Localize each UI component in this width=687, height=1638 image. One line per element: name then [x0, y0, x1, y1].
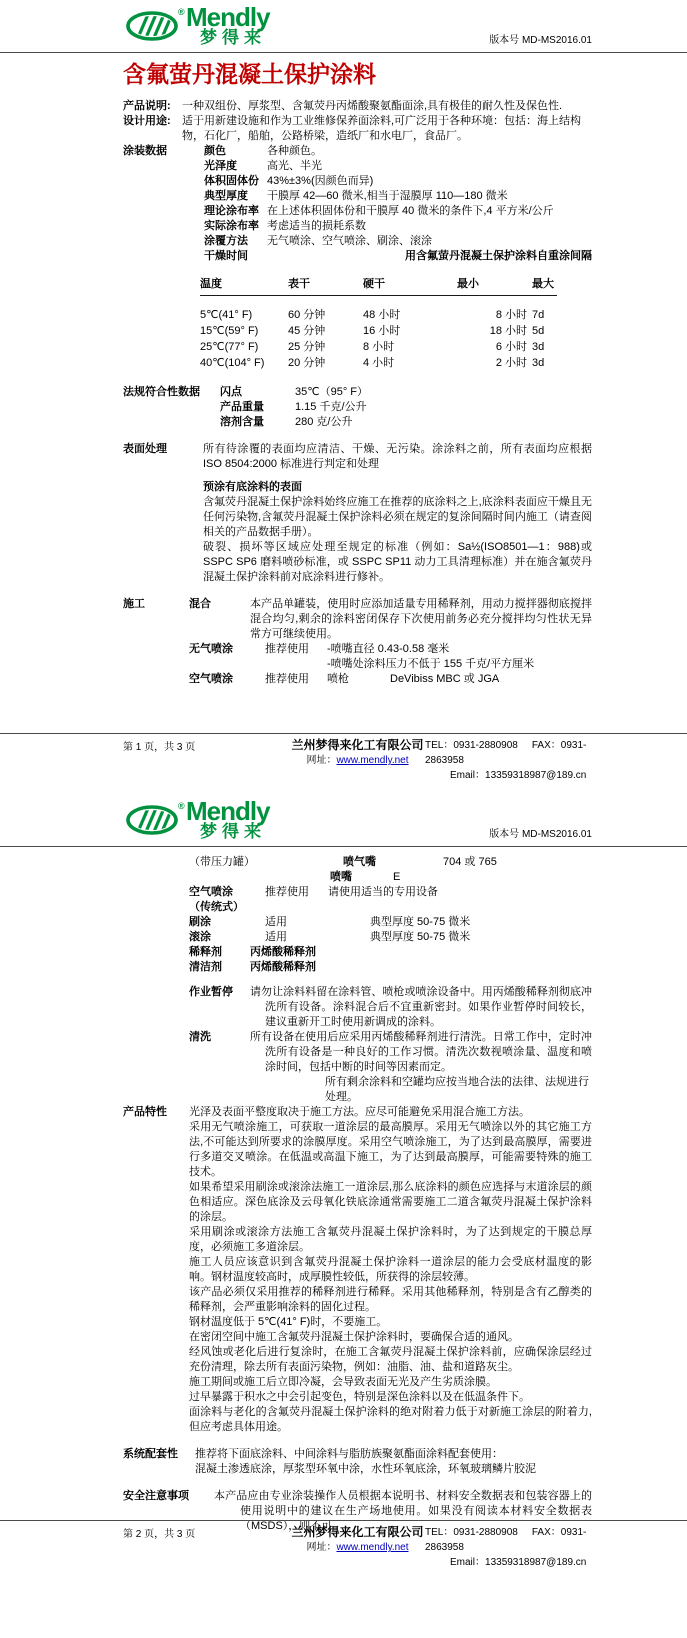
system-line: 混凝土渗透底涂，厚浆型环氧中涂，水性环氧底涂，环氧玻璃鳞片胶泥: [195, 1463, 536, 1475]
website-label: 网址：: [306, 1542, 337, 1553]
feature-paragraph: 面涂料与老化的含氟荧丹混凝土保护涂料的绝对附着力低于对新施工涂层的附着力,但应考虑具体用途。: [189, 1406, 592, 1433]
nozzle-value: E: [393, 871, 401, 883]
regulatory-key: 溶剂含量: [220, 416, 264, 428]
col-header-max: 最大: [532, 278, 554, 290]
mixing-label: 混合: [189, 598, 211, 610]
website-link[interactable]: www.mendly.net: [336, 1542, 409, 1553]
tel-fax-row: [425, 1525, 592, 1555]
product-features-section: [123, 1105, 592, 1435]
nozzle-pressure: -喷嘴处涂料压力不低于 155 千克/平方厘米: [327, 658, 535, 670]
coating-row: [204, 159, 592, 174]
work-pause-text: 请勿让涂料料留在涂料管、喷枪或喷涂设备中。用丙烯酸稀释剂彻底冲洗所有设备。涂料混合后不宜重新密封。如果作业暂停时间较长，建议重新开工时使用新调成的涂料。: [250, 986, 592, 1028]
work-pause-row: [123, 985, 592, 1030]
coating-value: 43%±3%(因颜色而异): [267, 175, 374, 187]
tel-number: TEL：0931-2880908: [425, 1527, 518, 1538]
coating-key: 典型厚度: [204, 190, 248, 202]
cell-temp: 15℃(59° F): [200, 325, 259, 337]
system-compatibility-label: 系统配套性: [123, 1448, 178, 1460]
cleaning-label: 清洗: [189, 1031, 211, 1043]
construction-section: [123, 597, 592, 687]
thinner-row: [123, 945, 592, 960]
pressure-pot-row: [123, 855, 592, 870]
email-address: Email：13359318987@189.cn: [450, 770, 587, 781]
coating-row: [204, 219, 592, 234]
cell-max: 5d: [532, 325, 545, 337]
cell-min: 2 小时: [495, 357, 527, 369]
product-description-text: 一种双组份、厚浆型、含氟荧丹丙烯酸聚氨酯面涂,具有极佳的耐久性及保色性.: [182, 100, 563, 112]
regulatory-value: 35℃（95° F）: [295, 386, 368, 398]
product-features-body: [189, 1105, 592, 1435]
coating-key: 涂覆方法: [204, 235, 248, 247]
page-header: [0, 772, 687, 846]
col-header-temperature: 温度: [200, 278, 222, 290]
regulatory-key: 闪点: [220, 386, 242, 398]
safety-text: 本产品应由专业涂装操作人员根据本说明书、材料安全数据表和包装容器上的使用说明中的建议在生产场地使用。如果没有阅读本材料安全数据表（MSDS），则不可: [214, 1490, 592, 1532]
drying-time-label: 干燥时间: [204, 250, 248, 262]
website-row: [290, 1540, 425, 1555]
coating-key: 体积固体份: [204, 175, 259, 187]
air-nozzle-value: 704 或 765: [443, 856, 497, 868]
feature-paragraph: 该产品必须仅采用推荐的稀释剂进行稀释。采用其他稀释剂，特别是含有乙醇类的稀释剂，会严重影响涂料的固化过程。: [189, 1286, 592, 1313]
recommended-use-label: 推荐使用: [265, 673, 309, 685]
footer-body: [0, 1521, 687, 1570]
page2-content: [123, 855, 592, 1534]
col-header-surface-dry: 表干: [288, 278, 310, 290]
page-title: 含氟萤丹混凝土保护涂料: [123, 61, 376, 87]
cleaning-body: [250, 1030, 592, 1105]
col-header-min: 最小: [457, 278, 479, 290]
thinner-label: 稀释剂: [189, 946, 222, 958]
air-spray-conventional-row: [123, 885, 592, 900]
regulatory-row: [220, 415, 592, 430]
coating-value: 无气喷涂、空气喷涂、刷涂、滚涂: [267, 235, 432, 247]
traditional-type-row: [123, 900, 592, 915]
cleaning-row: [123, 1030, 592, 1105]
cell-temp: 40℃(104° F): [200, 357, 265, 369]
design-use-label: 设计用途:: [123, 115, 171, 127]
cleaner-label: 清洁剂: [189, 961, 222, 973]
cleaner-row: [123, 960, 592, 975]
page-number: 第 2 页，共 3 页: [123, 1529, 196, 1540]
roller-row: [123, 930, 592, 945]
feature-paragraph: 采用无气喷涂施工，可获取一道涂层的最高膜厚。采用无气喷涂以外的其它施工方法,不可能达到所要求的涂膜厚度。采用空气喷涂施工，为了达到最高膜厚，需要进行多道交叉喷涂。在低温或高温下施工，为了达到最高膜厚，可能需要特殊的施工技术。: [189, 1121, 592, 1178]
airless-spray-details: [327, 642, 592, 672]
system-line: 推荐将下面底涂料、中间涂料与脂肪族聚氨酯面涂料配套使用：: [195, 1448, 503, 1460]
coating-key: 实际涂布率: [204, 220, 259, 232]
cell-surface-dry: 60 分钟: [288, 309, 326, 321]
coating-row: [204, 234, 592, 249]
table-row: [200, 307, 557, 323]
brush-row: [123, 915, 592, 930]
mendly-logo-icon: [125, 805, 179, 838]
fax-number: FAX：0931-2863958: [425, 740, 587, 766]
brand-name: Mendly: [186, 2, 270, 32]
tel-fax-row: [425, 738, 592, 768]
feature-paragraph: 如果希望采用刷涂或滚涂法施工一道涂层,那么底涂料的颜色应选择与末道涂层的颜色相适应。深色底涂及云母氧化铁底涂通常需要施工二道含氟荧丹混凝土保护涂料的涂层。: [189, 1181, 592, 1223]
work-pause-label: 作业暂停: [189, 986, 233, 998]
recommended-use-label: 推荐使用: [265, 643, 309, 655]
spray-gun-label: 喷枪: [327, 673, 349, 685]
drying-time-table: [200, 276, 557, 371]
cell-hard-dry: 8 小时: [363, 341, 395, 353]
brand-name-chinese: 梦得来: [200, 28, 266, 47]
airless-spray-label: 无气喷涂: [189, 643, 233, 655]
surface-paragraph: 含氟荧丹混凝土保护涂料始终应施工在推荐的底涂料之上,底涂料表面应干燥且无任何污染物,含氟荧丹混凝土保护涂料必须在规定的复涂间隔时间内施工（请查阅相关的产品数据手册）。: [203, 496, 592, 538]
tel-number: TEL：0931-2880908: [425, 740, 518, 751]
col-header-hard-dry: 硬干: [363, 278, 385, 290]
nozzle-diameter: -喷嘴直径 0.43-0.58 毫米: [327, 643, 450, 655]
document-page-1: [0, 0, 687, 781]
regulatory-value: 1.15 千克/公升: [295, 401, 367, 413]
registered-trademark-icon: ®: [178, 7, 185, 17]
cell-max: 7d: [532, 309, 545, 321]
brand-name-chinese: 梦得来: [200, 822, 266, 841]
regulatory-value: 280 克/公升: [295, 416, 353, 428]
cell-surface-dry: 20 分钟: [288, 357, 326, 369]
feature-paragraph: 过早暴露于积水之中会引起变色，特别是深色涂料以及在低温条件下。: [189, 1391, 530, 1403]
drying-time-row: [204, 249, 592, 264]
surface-treatment-body: [203, 442, 592, 585]
cell-temp: 25℃(77° F): [200, 341, 259, 353]
footer-company-block: [290, 1525, 425, 1570]
cleaner-value: 丙烯酸稀释剂: [250, 961, 316, 973]
traditional-type-label: （传统式）: [189, 901, 244, 913]
version-label: 版本号 MD-MS2016.01: [489, 829, 592, 840]
surface-paragraph: 所有待涂覆的表面均应清洁、干燥、无污染。涂涂料之前，所有表面均应根据 ISO 8504:2000 标准进行判定和处理: [203, 443, 592, 470]
cleaning-text: 所有设备在使用后应采用丙烯酸稀释剂进行清洗。日常工作中，定时冲洗所有设备是一种良好的工作习惯。清洗次数视喷涂量、温度和喷涂时间，包括中断的时间等因素而定。: [250, 1031, 592, 1073]
coating-data-section: [123, 144, 592, 264]
header-divider: [0, 846, 687, 847]
version-label: 版本号 MD-MS2016.01: [489, 35, 592, 46]
cell-hard-dry: 48 小时: [363, 309, 401, 321]
coating-row: [204, 204, 592, 219]
cell-min: 8 小时: [495, 309, 527, 321]
air-spray-value: 请使用适当的专用设备: [328, 886, 438, 898]
page-header: [0, 0, 687, 52]
feature-paragraph: 经风蚀或老化后进行复涂时，在施工含氟荧丹混凝土保护涂料前，应确保涂层经过充份清理，除去所有表面污染物，例如：油脂、油、盐和道路灰尘。: [189, 1346, 592, 1373]
coating-data-rows: [204, 144, 592, 264]
website-link[interactable]: www.mendly.net: [336, 755, 409, 766]
regulatory-section: [123, 385, 592, 430]
cell-surface-dry: 45 分钟: [288, 325, 326, 337]
fax-number: FAX：0931-2863958: [425, 1527, 587, 1553]
pressure-pot-label: （带压力罐）: [189, 856, 255, 868]
email-address: Email：13359318987@189.cn: [450, 1557, 587, 1568]
table-row: [200, 355, 557, 371]
cell-temp: 5℃(41° F): [200, 309, 253, 321]
feature-paragraph: 在密闭空间中施工含氟荧丹混凝土保护涂料时，要确保合适的通风。: [189, 1331, 519, 1343]
table-row: [200, 339, 557, 355]
roller-value: 典型厚度 50-75 微米: [370, 931, 471, 943]
coating-value: 考虑适当的损耗系数: [267, 220, 366, 232]
air-spray-label: 空气喷涂: [189, 673, 233, 685]
coating-data-label: 涂装数据: [123, 145, 167, 157]
header-divider: [0, 52, 687, 53]
coating-value: 干膜厚 42—60 微米,相当于湿膜厚 110—180 微米: [267, 190, 508, 202]
coating-row: [204, 144, 592, 159]
table-header-divider: [200, 295, 557, 296]
company-name: 兰州梦得来化工有限公司: [291, 738, 424, 752]
mixing-text: 本产品单罐装，使用时应添加适量专用稀释剂，用动力搅拌器彻底搅拌混合均匀,剩余的涂料密闭保存下次使用前务必充分搅拌均匀性状无异常方可继续使用。: [250, 598, 592, 640]
system-compatibility-section: [123, 1447, 592, 1477]
air-spray-row: [189, 672, 592, 687]
coating-value: 在上述体积固体份和干膜厚 40 微米的条件下,4 平方米/公斤: [267, 205, 554, 217]
website-row: [290, 753, 425, 768]
drying-time-note: 用含氟萤丹混凝土保护涂料自重涂间隔: [405, 250, 592, 262]
construction-body: [189, 597, 592, 687]
feature-paragraph: 采用刷涂或滚涂方法施工含氟荧丹混凝土保护涂料时，为了达到规定的干膜总厚度，必须施工多道涂层。: [189, 1226, 592, 1253]
mixing-row: [189, 597, 592, 642]
surface-paragraph: 破裂、损坏等区域应处理至规定的标准（例如：Sa½(ISO8501—1：988)或 SSPC SP6 磨料喷砂标准，或 SSPC SP11 动力工具清理标准）并在施含氟荧丹混凝土保护涂料前对底涂料进行修补。: [203, 541, 592, 583]
applicable-label: 适用: [265, 916, 287, 928]
airless-spray-row: [189, 642, 592, 672]
brush-value: 典型厚度 50-75 微米: [370, 916, 471, 928]
page2-footer: [0, 1520, 687, 1570]
safety-label: 安全注意事项: [123, 1490, 189, 1502]
nozzle-row: [123, 870, 592, 885]
cell-hard-dry: 16 小时: [363, 325, 401, 337]
air-spray-label: 空气喷涂: [189, 886, 233, 898]
brush-label: 刷涂: [189, 916, 211, 928]
registered-trademark-icon: ®: [178, 801, 185, 811]
coating-key: 颜色: [204, 145, 226, 157]
website-label: 网址：: [306, 755, 337, 766]
surface-treatment-label: 表面处理: [123, 443, 167, 455]
system-compatibility-body: [195, 1447, 592, 1477]
feature-paragraph: 施工期间或施工后立即冷凝，会导致表面无光及产生劣质涂膜。: [189, 1376, 497, 1388]
regulatory-row: [220, 385, 592, 400]
footer-contact-block: [425, 1525, 592, 1570]
coating-row: [204, 174, 592, 189]
disposal-text: 所有剩余涂料和空罐均应按当地合法的法律、法规进行处理。: [325, 1076, 589, 1103]
precoated-surfaces-subhead: 预涂有底涂料的表面: [203, 481, 302, 493]
page-number: 第 1 页，共 3 页: [123, 742, 196, 753]
spray-gun-model: DeVibiss MBC 或 JGA: [390, 673, 500, 685]
company-name: 兰州梦得来化工有限公司: [291, 1525, 424, 1539]
design-use-row: [123, 114, 592, 144]
cell-min: 18 小时: [489, 325, 527, 337]
cell-max: 3d: [532, 357, 545, 369]
air-nozzle-label: 喷气嘴: [343, 856, 376, 868]
mendly-logo-icon: [125, 11, 179, 44]
regulatory-key: 产品重量: [220, 401, 264, 413]
coating-value: 高光、半光: [267, 160, 322, 172]
roller-label: 滚涂: [189, 931, 211, 943]
table-header-row: [200, 276, 557, 295]
surface-treatment-section: [123, 442, 592, 585]
nozzle-label: 喷嘴: [330, 871, 352, 883]
thinner-value: 丙烯酸稀释剂: [250, 946, 316, 958]
regulatory-rows: [220, 385, 592, 430]
cell-max: 3d: [532, 341, 545, 353]
feature-paragraph: 光泽及表面平整度取决于施工方法。应尽可能避免采用混合施工方法。: [189, 1106, 530, 1118]
regulatory-row: [220, 400, 592, 415]
coating-value: 各种颜色。: [267, 145, 322, 157]
coating-key: 光泽度: [204, 160, 237, 172]
construction-label: 施工: [123, 598, 145, 610]
applicable-label: 适用: [265, 931, 287, 943]
design-use-text: 适于用新建设施和作为工业维修保养面涂料,可广泛用于各种环境：包括：海上结构物，石化厂，船舶，公路桥梁，造纸厂和水电厂，食品厂。: [182, 115, 582, 142]
coating-key: 理论涂布率: [204, 205, 259, 217]
table-row: [200, 323, 557, 339]
cell-hard-dry: 4 小时: [363, 357, 395, 369]
product-description-row: [123, 99, 592, 114]
coating-row: [204, 189, 592, 204]
cell-min: 6 小时: [495, 341, 527, 353]
page1-content: [123, 99, 592, 687]
product-description-label: 产品说明:: [123, 100, 171, 112]
product-features-label: 产品特性: [123, 1106, 167, 1118]
brand-name: Mendly: [186, 796, 270, 826]
recommended-use-label: 推荐使用: [265, 886, 309, 898]
document-page-2: [0, 772, 687, 1638]
regulatory-label: 法规符合性数据: [123, 386, 200, 398]
cell-surface-dry: 25 分钟: [288, 341, 326, 353]
feature-paragraph: 施工人员应该意识到含氟荧丹混凝土保护涂料一道涂层的能力会受底材温度的影响。钢材温度较高时，成厚膜性较低，所获得的涂层较薄。: [189, 1256, 592, 1283]
feature-paragraph: 钢材温度低于 5℃(41° F)时，不要施工。: [189, 1316, 388, 1328]
